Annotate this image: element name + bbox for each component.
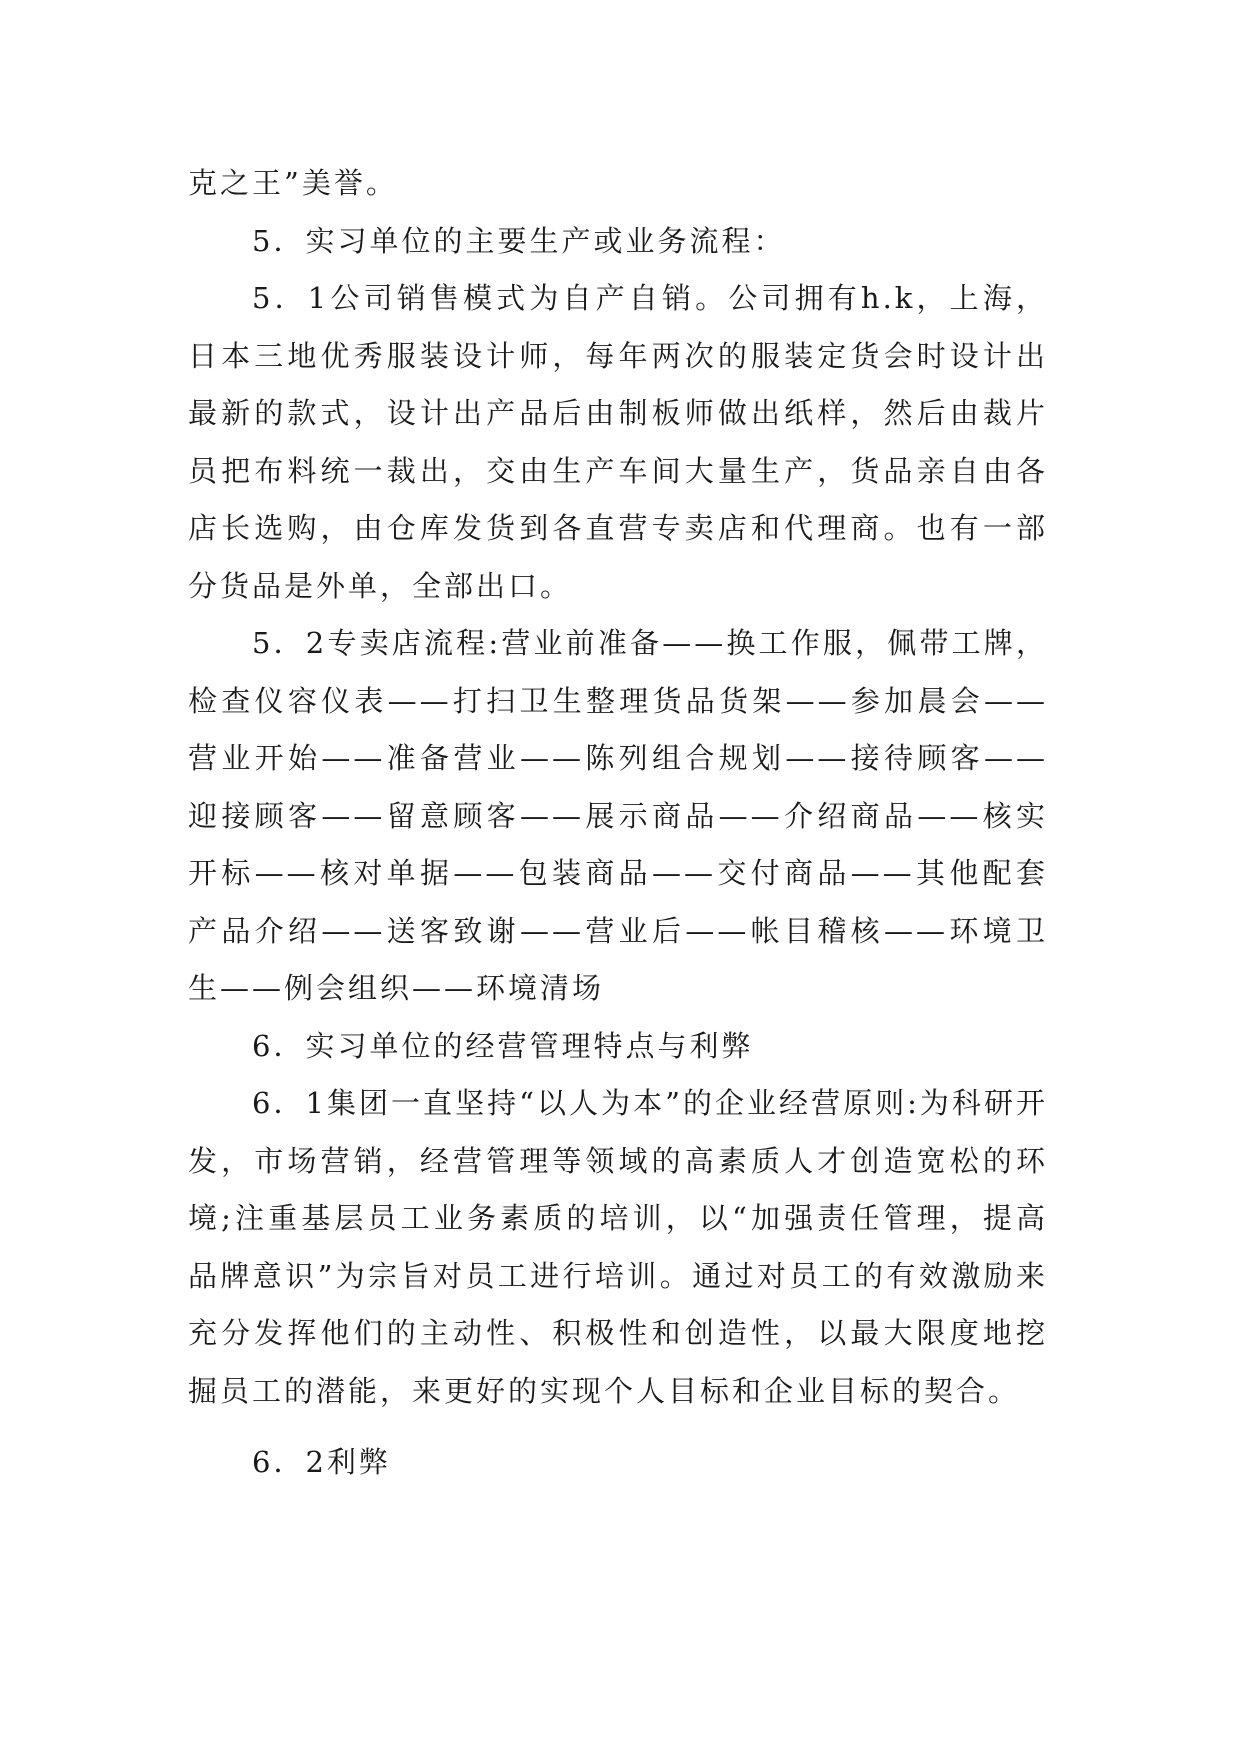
paragraph-5-2-store-process: 5．2专卖店流程:营业前准备——换工作服，佩带工牌，检查仪容仪表——打扫卫生整理货品货架——参加晨会——营业开始——准备营业——陈列组合规划——接待顾客——迎接顾客——留意顾客——展示商品——介绍商品——核实开标——核对单据——包装商品——交付商品——其他配套产品介绍——送客致谢——营业后——帐目稽核——环境卫生——例会组织——环境清场 bbox=[188, 626, 1048, 1005]
section-heading-5: 5．实习单位的主要生产或业务流程： bbox=[252, 223, 786, 258]
section-heading-6: 6．实习单位的经营管理特点与利弊 bbox=[252, 1028, 754, 1063]
paragraph-continuation: 克之王”美誉。 bbox=[188, 166, 398, 200]
document-body bbox=[188, 155, 1048, 1492]
paragraph-6-1-management: 6．1集团一直坚持“以人为本”的企业经营原则:为科研开发，市场营销，经营管理等领域的高素质人才创造宽松的环境;注重基层员工业务素质的培训，以“加强责任管理，提高品牌意识”为宗旨对员工进行培训。通过对员工的有效激励来充分发挥他们的主动性、积极性和创造性，以最大限度地挖掘员工的潜能，来更好的实现个人目标和企业目标的契合。 bbox=[188, 1086, 1048, 1408]
section-heading-6-2: 6．2利弊 bbox=[252, 1445, 391, 1479]
paragraph-5-1-sales-model: 5．1公司销售模式为自产自销。公司拥有h.k，上海，日本三地优秀服装设计师，每年两次的服装定货会时设计出最新的款式，设计出产品后由制板师做出纸样，然后由裁片员把布料统一裁出，交由生产车间大量生产，货品亲自由各店长选购，由仓库发货到各直营专卖店和代理商。也有一部分货品是外单，全部出口。 bbox=[188, 281, 1048, 603]
